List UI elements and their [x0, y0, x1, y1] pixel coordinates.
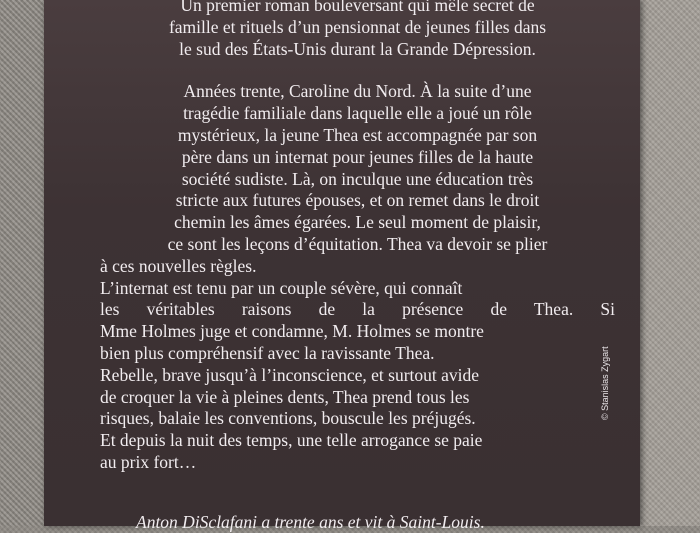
synopsis-line: Rebelle, brave jusqu’à l’inconscience, et surtout avide [100, 364, 480, 385]
synopsis-line: risques, balaie les conventions, bouscule les préjugés. [100, 408, 476, 429]
synopsis-paragraph-1 [100, 81, 615, 277]
fabric-background-left [0, 0, 44, 526]
synopsis-line: bien plus compréhensif avec la ravissante Thea. [100, 342, 435, 363]
intro-line: famille et rituels d’un pensionnat de jeunes filles dans [168, 16, 547, 37]
synopsis-line: L’internat est tenu par un couple sévère, qui connaît [100, 277, 463, 298]
back-cover-text [100, 0, 615, 474]
synopsis-paragraph-2 [100, 278, 615, 474]
synopsis-line: Années trente, Caroline du Nord. À la suite d’une [183, 81, 532, 102]
synopsis-line: stricte aux futures épouses, et on remet dans le droit [175, 190, 540, 211]
synopsis-line: tragédie familiale dans laquelle elle a joué un rôle [183, 103, 532, 124]
intro-line: le sud des États-Unis durant la Grande Dépression. [179, 38, 536, 59]
synopsis-line: ce sont les leçons d’équitation. Thea va devoir se plier [167, 233, 548, 254]
synopsis-line: à ces nouvelles règles. [100, 255, 257, 276]
synopsis-line: de croquer la vie à pleines dents, Thea prend tous les [100, 386, 470, 407]
fabric-background-right [640, 0, 700, 526]
synopsis-line: Mme Holmes juge et condamne, M. Holmes se montre [100, 321, 484, 342]
synopsis-line: Et depuis la nuit des temps, une telle arrogance se paie [100, 430, 483, 451]
intro-blurb [100, 0, 615, 60]
synopsis-line: au prix fort… [100, 451, 197, 472]
author-bio: Anton DiSclafani a trente ans et vit à Saint-Louis. [136, 512, 485, 532]
synopsis-line: société sudiste. Là, on inculque une éducation très [181, 168, 534, 189]
synopsis-line: mystérieux, la jeune Thea est accompagnée par son [177, 124, 538, 145]
synopsis-line: père dans un internat pour jeunes filles de la haute [181, 146, 534, 167]
intro-line: Un premier roman bouleversant qui mêle secret de [180, 0, 535, 15]
synopsis-line: les véritables raisons de la présence de Thea. Si [100, 299, 615, 320]
photo-credit: © Stanislas Zygart [600, 346, 610, 420]
synopsis-line: chemin les âmes égarées. Le seul moment de plaisir, [174, 212, 541, 233]
